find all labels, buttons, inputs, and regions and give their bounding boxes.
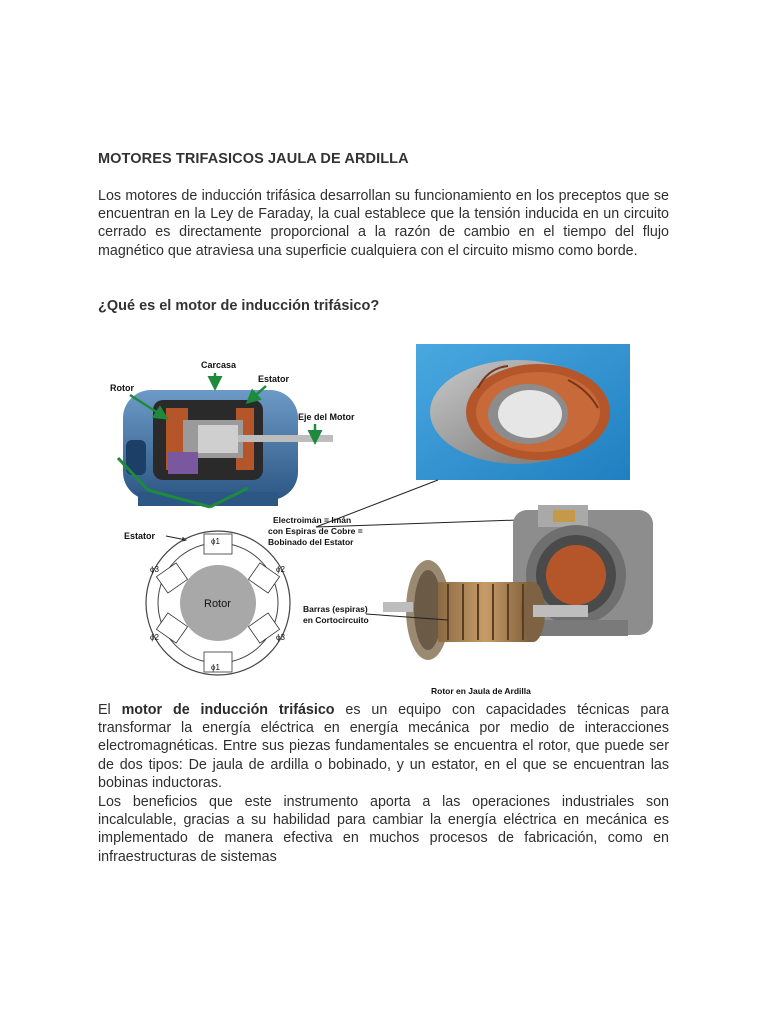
- phi2-left: ϕ2: [150, 633, 159, 642]
- label-estator-top: Estator: [258, 374, 290, 384]
- figure-caption: Rotor en Jaula de Ardilla: [431, 686, 531, 696]
- label-eje: Eje del Motor: [298, 412, 355, 422]
- document-title: MOTORES TRIFASICOS JAULA DE ARDILLA: [98, 151, 409, 167]
- phi3-right: ϕ3: [276, 633, 285, 642]
- phi3-left: ϕ3: [150, 565, 159, 574]
- para2-bold-term: motor de inducción trifásico: [121, 702, 335, 718]
- motor-figure: [98, 340, 668, 700]
- label-electroiman-3: Bobinado del Estator: [268, 537, 354, 547]
- label-barras-1: Barras (espiras): [303, 604, 368, 614]
- label-rotor-center: Rotor: [204, 598, 231, 610]
- label-barras-2: en Cortocircuito: [303, 615, 369, 625]
- paragraph-benefits: Los beneficios que este instrumento aporta a las operaciones industriales son incalculable, gracias a su habilidad para cambiar la energía eléctrica en mecánica es implementado de manera efectiva en muchos procesos de fabricación, como en infraestructuras de sistemas: [98, 794, 669, 865]
- label-electroiman-2: con Espiras de Cobre =: [268, 526, 363, 536]
- para2-prefix: El: [98, 702, 122, 718]
- stator-photo: [416, 344, 630, 480]
- para2-rest: es un equipo con capacidades técnicas para transformar la energía eléctrica en energía mecánica por medio de interacciones electromagnéticas. Entre sus piezas fundamentales se encuentra el rotor, que puede ser de dos tipos: De jaula de ardilla o bobinado, y un estator, en el que se encuentran las bobinas inductoras.: [98, 702, 670, 791]
- label-estator-left: Estator: [124, 531, 156, 541]
- section-heading: ¿Qué es el motor de inducción trifásico?: [98, 298, 380, 314]
- phi1-top: ϕ1: [211, 537, 220, 546]
- phi1-bottom: ϕ1: [211, 663, 220, 672]
- motor-illustration: [98, 340, 668, 700]
- label-electroiman-1: Electroimán = Imán: [273, 515, 352, 525]
- intro-paragraph: Los motores de inducción trifásica desarrollan su funcionamiento en los preceptos que se encuentran en la Ley de Faraday, la cual establece que la tensión inducida en un circuito cerrado es directamente proporcional a la razón de cambio en el tiempo del flujo magnético que atraviesa una superficie cualquiera con el circuito mismo como borde.: [98, 188, 669, 259]
- label-carcasa: Carcasa: [201, 360, 237, 370]
- label-rotor-top: Rotor: [110, 383, 134, 393]
- paragraph-motor-definition: [98, 701, 669, 792]
- motor-rotor-photo: [383, 505, 653, 660]
- phi2-right: ϕ2: [276, 565, 285, 574]
